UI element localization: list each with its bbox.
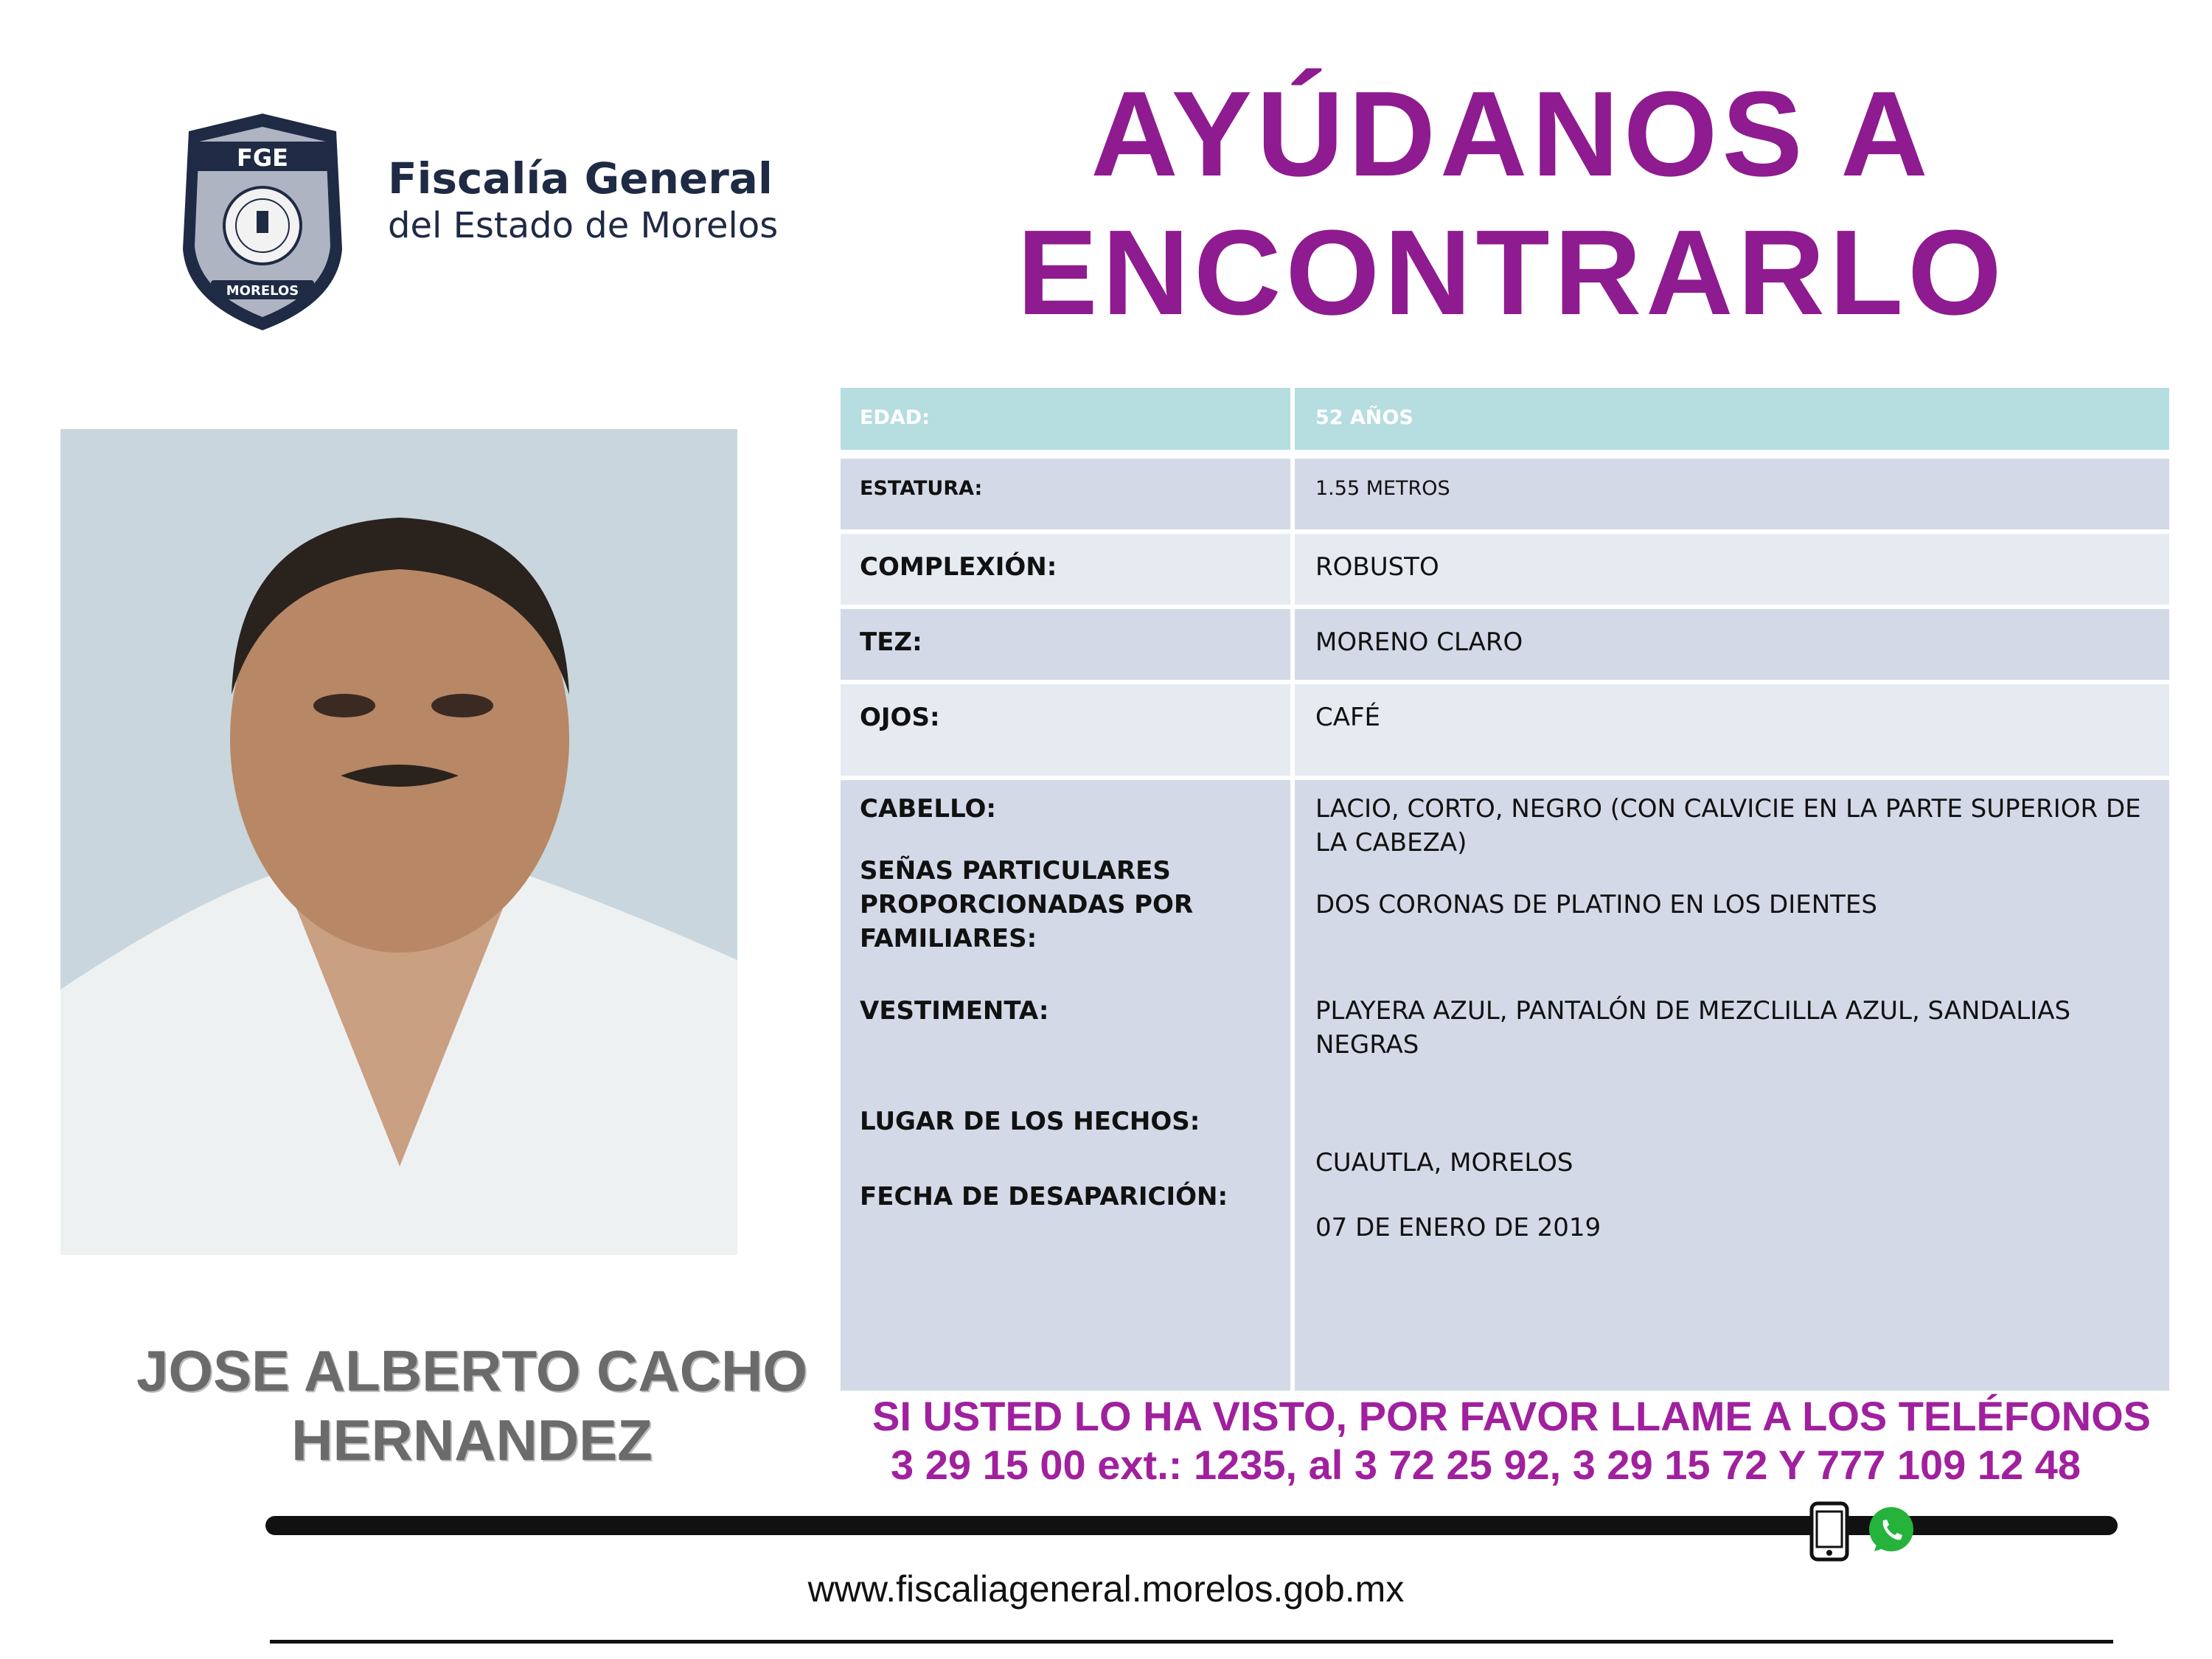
row-ojos (841, 684, 2169, 776)
website-link[interactable]: www.fiscaliageneral.morelos.gob.mx (807, 1568, 1405, 1610)
fecha-value: 07 DE ENERO DE 2019 (1315, 1213, 1601, 1242)
headline (959, 65, 2065, 342)
missing-person-name (111, 1336, 833, 1475)
call-to-action (848, 1392, 2175, 1489)
estatura-value: 1.55 METROS (1315, 477, 1450, 500)
cabello-label: CABELLO: (860, 794, 997, 824)
vestimenta-label: VESTIMENTA: (860, 996, 1049, 1026)
vestimenta-value: PLAYERA AZUL, PANTALÓN DE MEZCLILLA AZUL, SANDALIAS NEGRAS (1315, 996, 2071, 1060)
details-table (841, 388, 2169, 1391)
headline-line1: AYÚDANOS A (1091, 66, 1933, 201)
estatura-label: ESTATURA: (860, 477, 983, 500)
complexion-value: ROBUSTO (1315, 552, 1439, 582)
cta-phone-numbers: 3 29 15 00 ext.: 1235, al 3 72 25 92, 3 29 15 72 Y 777 109 12 48 (891, 1441, 2081, 1488)
org-name-line1: Fiscalía General (388, 153, 773, 204)
divider-thin (270, 1640, 2113, 1644)
complexion-label: COMPLEXIÓN: (860, 552, 1057, 582)
person-photo (60, 429, 737, 1255)
tez-label: TEZ: (860, 627, 922, 657)
row-estatura (841, 459, 2169, 529)
headline-line2: ENCONTRARLO (1017, 205, 2006, 340)
tez-value: MORENO CLARO (1315, 627, 1523, 657)
senas-value: DOS CORONAS DE PLATINO EN LOS DIENTES (1315, 890, 1877, 919)
cabello-value: LACIO, CORTO, NEGRO (CON CALVICIE EN LA PARTE SUPERIOR DE LA CABEZA) (1315, 794, 2141, 858)
edad-value: 52 AÑOS (1315, 406, 1413, 429)
fge-badge-logo (175, 109, 349, 335)
person-name-line1: JOSE ALBERTO CACHO (136, 1338, 808, 1403)
phone-icon (1809, 1501, 1849, 1562)
senas-label: SEÑAS PARTICULARES PROPORCIONADAS POR FAMILIARES: (860, 856, 1194, 953)
row-complexion (841, 534, 2169, 605)
person-name-line2: HERNANDEZ (291, 1408, 653, 1472)
lugar-label: LUGAR DE LOS HECHOS: (860, 1107, 1200, 1136)
badge-top-text: FGE (237, 144, 288, 172)
lugar-value: CUAUTLA, MORELOS (1315, 1148, 1573, 1178)
ojos-label: OJOS: (860, 703, 940, 732)
whatsapp-icon (1865, 1504, 1917, 1556)
cta-line1: SI USTED LO HA VISTO, POR FAVOR LLAME A LOS TELÉFONOS (872, 1393, 2152, 1439)
badge-bottom-text: MORELOS (226, 283, 299, 299)
row-tez (841, 609, 2169, 680)
organization-name (388, 153, 830, 248)
fecha-label: FECHA DE DESAPARICIÓN: (860, 1182, 1228, 1211)
org-name-line2: del Estado de Morelos (388, 205, 779, 246)
ojos-value: CAFÉ (1315, 703, 1381, 732)
row-edad (841, 388, 2169, 450)
edad-label: EDAD: (860, 406, 930, 429)
row-additional-details (841, 780, 2169, 1391)
